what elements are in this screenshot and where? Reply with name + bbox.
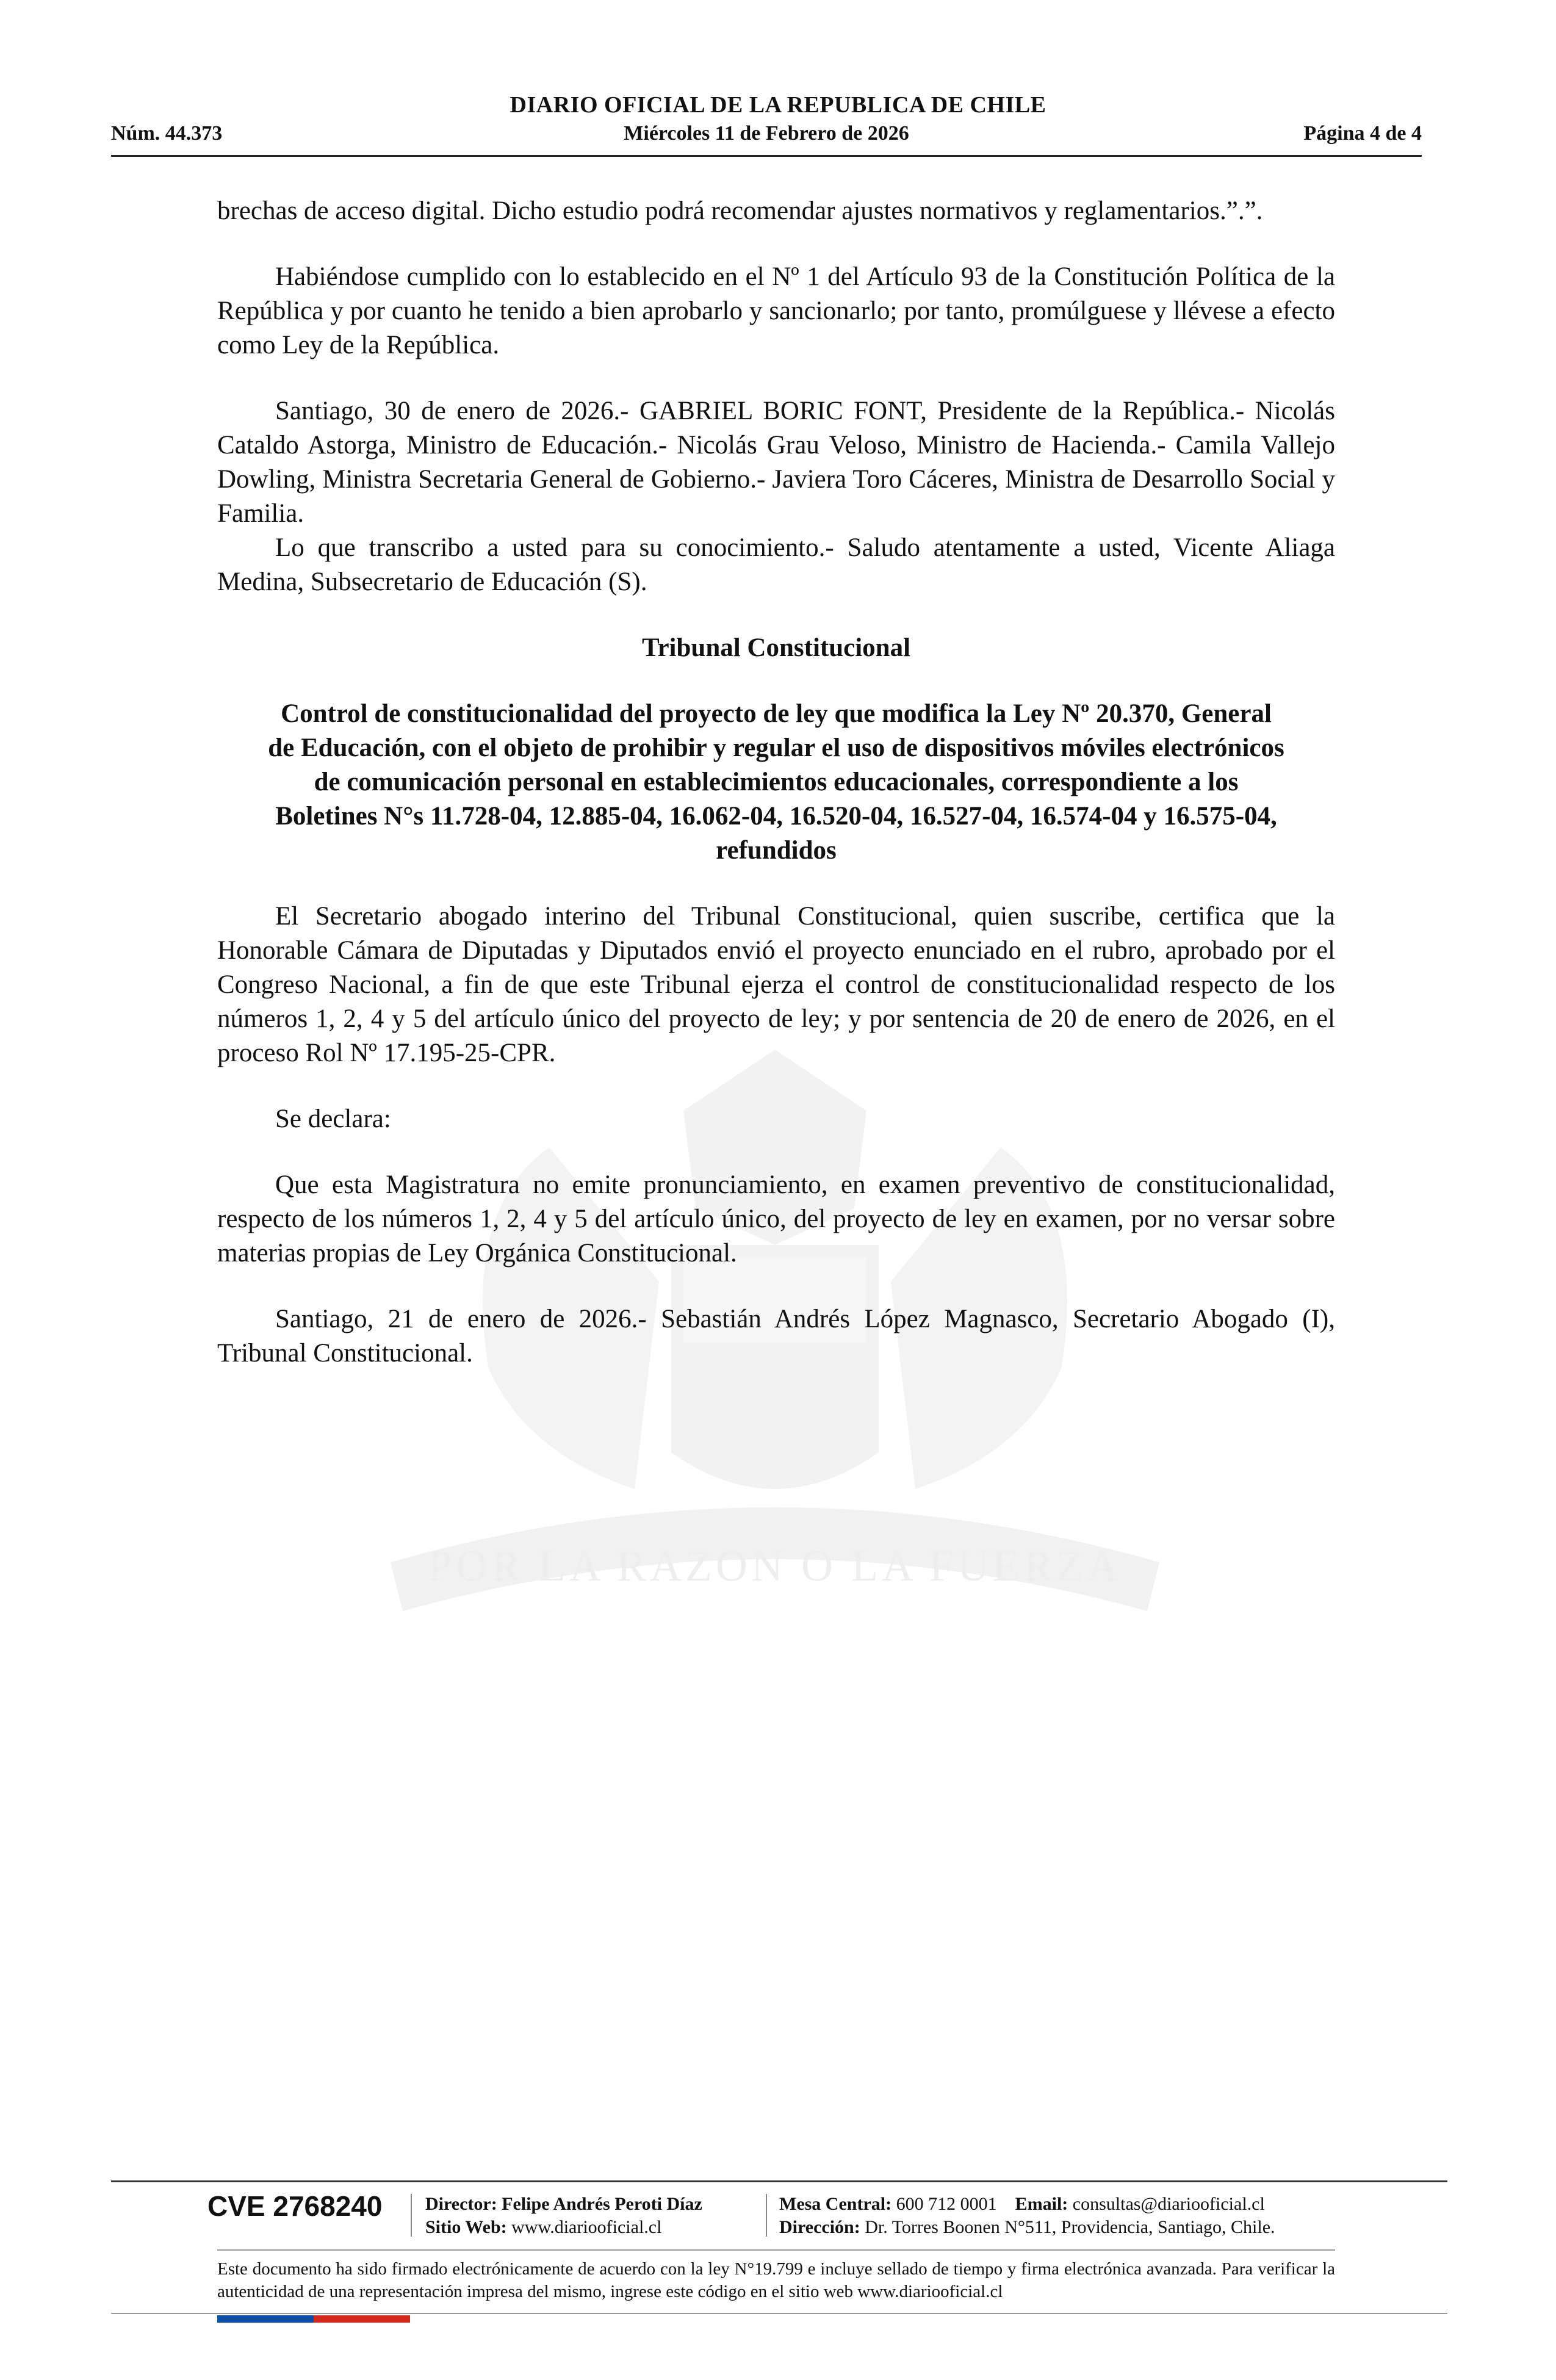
cve-code: CVE 2768240 <box>207 2190 383 2222</box>
director-name: Felipe Andrés Peroti Díaz <box>502 2194 702 2214</box>
email-label: Email: <box>1015 2194 1068 2214</box>
footer-contact-block <box>779 2193 1275 2239</box>
paragraph-signatures: Santiago, 30 de enero de 2026.- GABRIEL BORIC FONT, Presidente de la República.- Nicolás Cataldo Astorga, Ministro de Educación.- Nicolás Grau Veloso, Ministro de Hacienda.- Camila Vallejo Dowling, Ministra Secretaria General de Gobierno.- Javiera Toro Cáceres, Ministra de Desarrollo Social y Familia. <box>217 397 1335 528</box>
header-divider <box>111 155 1422 157</box>
control-heading-line: Control de constitucionalidad del proyecto de ley que modifica la Ley Nº 20.370, General <box>281 699 1272 728</box>
paragraph-declaration-intro: Se declara: <box>275 1105 391 1133</box>
paragraph-continuation: brechas de acceso digital. Dicho estudio podrá recomendar ajustes normativos y reglamentarios.”.”. <box>217 197 1263 225</box>
footer-separator <box>766 2194 767 2237</box>
issue-date: Miércoles 11 de Febrero de 2026 <box>624 122 909 145</box>
page-number: Página 4 de 4 <box>1303 122 1422 145</box>
director-label: Director: <box>425 2194 497 2214</box>
footer-divider-bottom <box>111 2313 1447 2314</box>
paragraph-closing-signature: Santiago, 21 de enero de 2026.- Sebastián Andrés López Magnasco, Secretario Abogado (I), Tribunal Constitucional. <box>217 1305 1335 1368</box>
footer-separator <box>411 2194 412 2237</box>
paragraph-transcription: Lo que transcribo a usted para su conocimiento.- Saludo atentamente a usted, Vicente Aliaga Medina, Subsecretario de Educación (S). <box>217 533 1335 596</box>
control-heading-line: Boletines N°s 11.728-04, 12.885-04, 16.062-04, 16.520-04, 16.527-04, 16.574-04 y 16.575-04, <box>275 802 1277 831</box>
control-heading-line: de comunicación personal en establecimientos educacionales, correspondiente a los <box>314 768 1239 796</box>
flag-stripe <box>217 2315 410 2323</box>
footer-divider-middle <box>217 2249 1335 2251</box>
address-label: Dirección: <box>779 2217 860 2237</box>
website-link[interactable]: www.diariooficial.cl <box>511 2217 662 2237</box>
paragraph-declaration: Que esta Magistratura no emite pronunciamiento, en examen preventivo de constitucionalidad, respecto de los números 1, 2, 4 y 5 del artículo único, del proyecto de ley en examen, por no versar sobre materias propias de Ley Orgánica Constitucional. <box>217 1170 1335 1268</box>
section-heading: Tribunal Constitucional <box>641 633 911 662</box>
footer-director-block <box>425 2193 702 2239</box>
watermark-motto: POR LA RAZON O LA FUERZA <box>427 1542 1123 1590</box>
control-heading <box>217 697 1335 868</box>
header-row <box>111 122 1422 153</box>
paragraph-promulgation: Habiéndose cumplido con lo establecido en el Nº 1 del Artículo 93 de la Constitución Política de la República y por cuanto he tenido a bien aprobarlo y sancionarlo; por tanto, promúlguese y llévese a efecto como Ley de la República. <box>217 262 1335 359</box>
email-link[interactable]: consultas@diariooficial.cl <box>1072 2194 1265 2214</box>
newspaper-title: DIARIO OFICIAL DE LA REPUBLICA DE CHILE <box>510 92 1046 118</box>
flag-stripe-red <box>314 2315 410 2323</box>
paragraph-certification: El Secretario abogado interino del Tribunal Constitucional, quien suscribe, certifica que la Honorable Cámara de Diputadas y Diputados envió el proyecto enunciado en el rubro, aprobado por el Congreso Nacional, a fin de que este Tribunal ejerza el control de constitucionalidad respecto de los números 1, 2, 4 y 5 del artículo único del proyecto de ley; y por sentencia de 20 de enero de 2026, en el proceso Rol Nº 17.195-25-CPR. <box>217 902 1335 1067</box>
footer-divider-top <box>111 2180 1447 2182</box>
website-label: Sitio Web: <box>425 2217 507 2237</box>
flag-stripe-blue <box>217 2315 314 2323</box>
phone-label: Mesa Central: <box>779 2194 892 2214</box>
address-value: Dr. Torres Boonen N°511, Providencia, Santiago, Chile. <box>865 2217 1275 2237</box>
document-body <box>217 194 1335 1371</box>
control-heading-line: de Educación, con el objeto de prohibir y regular el uso de dispositivos móviles electrónicos <box>268 734 1284 762</box>
signature-notice: Este documento ha sido firmado electrónicamente de acuerdo con la ley N°19.799 e incluye sellado de tiempo y firma electrónica avanzada. Para verificar la autenticidad de una representación impresa del mismo, ingrese este código en el sitio web www.diariooficial.cl <box>217 2259 1335 2301</box>
issue-number: Núm. 44.373 <box>111 122 223 145</box>
control-heading-line: refundidos <box>716 836 837 865</box>
phone-number: 600 712 0001 <box>896 2194 997 2214</box>
